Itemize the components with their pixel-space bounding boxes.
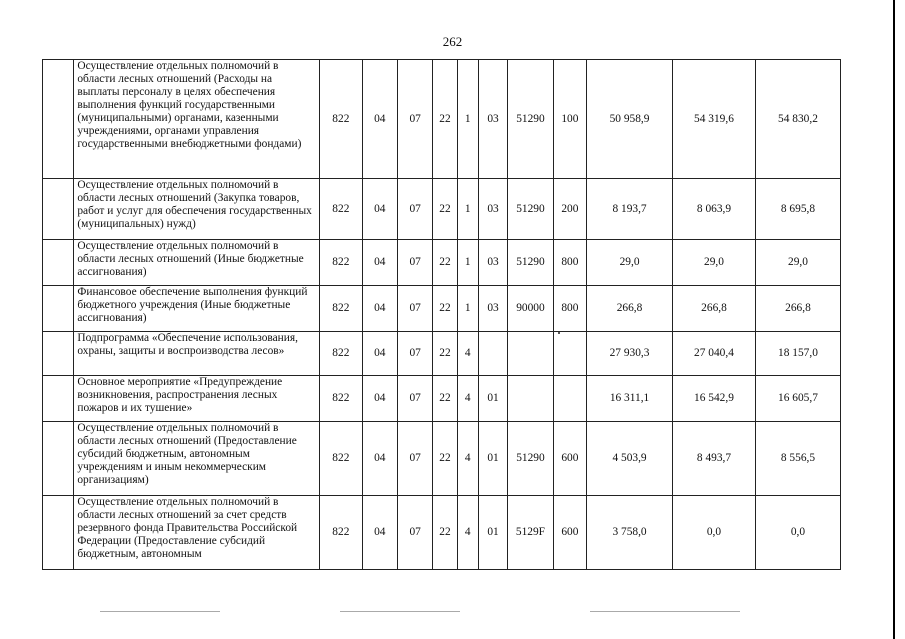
subsection-code: 07 — [397, 422, 432, 496]
amount-year-1: 27 930,3 — [587, 332, 673, 376]
amount-year-1: 3 758,0 — [587, 496, 673, 570]
direction-code: 51290 — [508, 179, 554, 240]
direction-code: 51290 — [508, 422, 554, 496]
scan-speck — [558, 332, 560, 334]
table-row — [43, 286, 841, 332]
subprogram-code: 1 — [457, 60, 478, 179]
table-row — [43, 240, 841, 286]
blank-cell — [43, 332, 74, 376]
amount-year-1: 29,0 — [587, 240, 673, 286]
program-code: 22 — [433, 60, 457, 179]
direction-code — [508, 332, 554, 376]
subprogram-code: 4 — [457, 376, 478, 422]
amount-year-3: 54 830,2 — [755, 60, 840, 179]
direction-code — [508, 376, 554, 422]
row-description: Осуществление отдельных полномочий в области лесных отношений (Расходы на выплаты персоналу в целях обеспечения выполнения функций государственными (муниципальными) органами, казенными учреждениями, органами управления государственными внебюджетными фондами) — [74, 60, 320, 179]
subprogram-code: 4 — [457, 422, 478, 496]
subsection-code: 07 — [397, 332, 432, 376]
ved-code: 822 — [320, 422, 362, 496]
subprogram-code: 1 — [457, 286, 478, 332]
ved-code: 822 — [320, 286, 362, 332]
measure-code — [478, 332, 507, 376]
ved-code: 822 — [320, 332, 362, 376]
direction-code: 51290 — [508, 60, 554, 179]
scan-edge-line — [893, 0, 895, 639]
program-code: 22 — [433, 332, 457, 376]
scan-artifact-line — [100, 611, 220, 612]
amount-year-2: 8 493,7 — [673, 422, 756, 496]
scan-artifact-line — [590, 611, 740, 612]
amount-year-1: 50 958,9 — [587, 60, 673, 179]
subsection-code: 07 — [397, 286, 432, 332]
section-code: 04 — [362, 286, 397, 332]
expense-type-code: 200 — [553, 179, 586, 240]
subsection-code: 07 — [397, 376, 432, 422]
expense-type-code — [553, 332, 586, 376]
amount-year-3: 0,0 — [755, 496, 840, 570]
section-code: 04 — [362, 332, 397, 376]
subsection-code: 07 — [397, 496, 432, 570]
ved-code: 822 — [320, 60, 362, 179]
amount-year-1: 16 311,1 — [587, 376, 673, 422]
expense-type-code: 800 — [553, 240, 586, 286]
blank-cell — [43, 179, 74, 240]
program-code: 22 — [433, 496, 457, 570]
section-code: 04 — [362, 422, 397, 496]
subprogram-code: 1 — [457, 240, 478, 286]
expense-type-code: 800 — [553, 286, 586, 332]
table-row — [43, 376, 841, 422]
budget-table — [42, 59, 841, 570]
program-code: 22 — [433, 376, 457, 422]
table-row — [43, 60, 841, 179]
section-code: 04 — [362, 376, 397, 422]
row-description: Осуществление отдельных полномочий в области лесных отношений (Иные бюджетные ассигнования) — [74, 240, 320, 286]
row-description: Финансовое обеспечение выполнения функций бюджетного учреждения (Иные бюджетные ассигнования) — [74, 286, 320, 332]
blank-cell — [43, 286, 74, 332]
direction-code: 5129F — [508, 496, 554, 570]
row-description: Осуществление отдельных полномочий в области лесных отношений за счет средств резервного фонда Правительства Российской Федерации (Предоставление субсидий бюджетным, автономным — [74, 496, 320, 570]
expense-type-code — [553, 376, 586, 422]
ved-code: 822 — [320, 496, 362, 570]
blank-cell — [43, 496, 74, 570]
blank-cell — [43, 376, 74, 422]
section-code: 04 — [362, 496, 397, 570]
row-description: Подпрограмма «Обеспечение использования, охраны, защиты и воспроизводства лесов» — [74, 332, 320, 376]
direction-code: 90000 — [508, 286, 554, 332]
amount-year-3: 8 556,5 — [755, 422, 840, 496]
table-row — [43, 332, 841, 376]
amount-year-2: 16 542,9 — [673, 376, 756, 422]
row-description: Осуществление отдельных полномочий в области лесных отношений (Предоставление субсидий бюджетным, автономным учреждениям и иным некоммерческим организациям) — [74, 422, 320, 496]
subprogram-code: 4 — [457, 332, 478, 376]
ved-code: 822 — [320, 376, 362, 422]
subprogram-code: 4 — [457, 496, 478, 570]
program-code: 22 — [433, 179, 457, 240]
amount-year-2: 54 319,6 — [673, 60, 756, 179]
ved-code: 822 — [320, 179, 362, 240]
amount-year-1: 4 503,9 — [587, 422, 673, 496]
program-code: 22 — [433, 240, 457, 286]
amount-year-3: 16 605,7 — [755, 376, 840, 422]
amount-year-3: 266,8 — [755, 286, 840, 332]
measure-code: 03 — [478, 286, 507, 332]
section-code: 04 — [362, 179, 397, 240]
section-code: 04 — [362, 60, 397, 179]
amount-year-2: 266,8 — [673, 286, 756, 332]
measure-code: 01 — [478, 422, 507, 496]
measure-code: 01 — [478, 376, 507, 422]
expense-type-code: 600 — [553, 422, 586, 496]
ved-code: 822 — [320, 240, 362, 286]
subsection-code: 07 — [397, 240, 432, 286]
table-row — [43, 179, 841, 240]
blank-cell — [43, 60, 74, 179]
amount-year-2: 8 063,9 — [673, 179, 756, 240]
amount-year-3: 29,0 — [755, 240, 840, 286]
section-code: 04 — [362, 240, 397, 286]
amount-year-3: 18 157,0 — [755, 332, 840, 376]
subsection-code: 07 — [397, 179, 432, 240]
table-body — [43, 60, 841, 570]
amount-year-1: 266,8 — [587, 286, 673, 332]
page-number: 262 — [442, 34, 463, 49]
row-description: Основное мероприятие «Предупреждение возникновения, распространения лесных пожаров и их тушение» — [74, 376, 320, 422]
amount-year-2: 27 040,4 — [673, 332, 756, 376]
expense-type-code: 100 — [553, 60, 586, 179]
program-code: 22 — [433, 286, 457, 332]
program-code: 22 — [433, 422, 457, 496]
scan-artifact-line — [340, 611, 460, 612]
table-row — [43, 422, 841, 496]
measure-code: 01 — [478, 496, 507, 570]
measure-code: 03 — [478, 60, 507, 179]
measure-code: 03 — [478, 240, 507, 286]
blank-cell — [43, 240, 74, 286]
amount-year-2: 29,0 — [673, 240, 756, 286]
amount-year-2: 0,0 — [673, 496, 756, 570]
amount-year-3: 8 695,8 — [755, 179, 840, 240]
subprogram-code: 1 — [457, 179, 478, 240]
amount-year-1: 8 193,7 — [587, 179, 673, 240]
direction-code: 51290 — [508, 240, 554, 286]
table-row — [43, 496, 841, 570]
measure-code: 03 — [478, 179, 507, 240]
subsection-code: 07 — [397, 60, 432, 179]
row-description: Осуществление отдельных полномочий в области лесных отношений (Закупка товаров, работ и услуг для обеспечения государственных (муниципальных) нужд) — [74, 179, 320, 240]
blank-cell — [43, 422, 74, 496]
expense-type-code: 600 — [553, 496, 586, 570]
